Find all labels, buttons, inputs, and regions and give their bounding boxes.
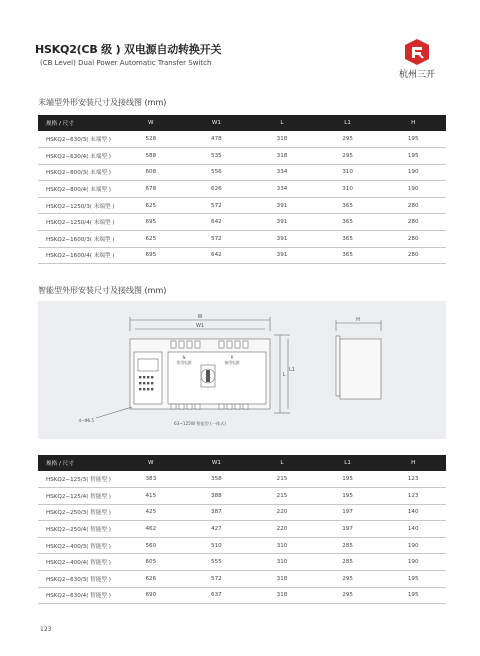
table-cell: 190: [380, 181, 446, 198]
table-cell: 295: [315, 148, 381, 165]
table-cell: 310: [249, 554, 315, 571]
page-title: HSKQ2(CB 级 ) 双电源自动转换开关: [35, 43, 222, 56]
table-cell: 190: [380, 537, 446, 554]
table-cell: HSKQ2−630/4( 智能型 ): [38, 587, 118, 604]
table-cell: 391: [249, 197, 315, 214]
logo-icon: [404, 38, 430, 66]
table-cell: 608: [118, 164, 184, 181]
column-header: W1: [184, 455, 250, 471]
table-cell: 365: [315, 247, 381, 264]
table-row: [38, 231, 446, 248]
table-row: [38, 181, 446, 198]
column-header: L1: [315, 455, 381, 471]
table-cell: 197: [315, 521, 381, 538]
table-cell: 285: [315, 537, 381, 554]
table-cell: 365: [315, 214, 381, 231]
column-header: W: [118, 455, 184, 471]
table-cell: 295: [315, 131, 381, 148]
dim-w1-label: W1: [195, 323, 205, 329]
table-cell: HSKQ2−125/3( 智能型 ): [38, 471, 118, 488]
table-cell: 334: [249, 164, 315, 181]
table-row: [38, 148, 446, 165]
table-row: [38, 488, 446, 505]
table-cell: 625: [118, 197, 184, 214]
table-cell: 572: [184, 197, 250, 214]
column-header: L: [249, 455, 315, 471]
table-cell: 391: [249, 231, 315, 248]
dimension-drawing: [38, 301, 446, 439]
table-cell: 560: [118, 537, 184, 554]
table-cell: HSKQ2−400/4( 智能型 ): [38, 554, 118, 571]
table-cell: 415: [118, 488, 184, 505]
table-cell: HSKQ2−125/4( 智能型 ): [38, 488, 118, 505]
table-cell: 220: [249, 521, 315, 538]
dim-h-label: H: [356, 317, 360, 323]
table-cell: HSKQ2−630/4( 末端型 ): [38, 148, 118, 165]
table-row: [38, 587, 446, 604]
table-cell: 280: [380, 247, 446, 264]
table-cell: 195: [315, 488, 381, 505]
drawing-caption: 63~125W 智能型 (一体式): [173, 421, 227, 426]
table-cell: 695: [118, 214, 184, 231]
table-cell: HSKQ2−250/3( 智能型 ): [38, 504, 118, 521]
table-cell: 462: [118, 521, 184, 538]
table-cell: 528: [118, 131, 184, 148]
table-cell: 478: [184, 131, 250, 148]
source-r-label: R: [230, 355, 234, 360]
table-cell: 215: [249, 471, 315, 488]
table-cell: 318: [249, 148, 315, 165]
table-cell: 123: [380, 488, 446, 505]
spec-table-intelligent: [38, 455, 446, 604]
source-n-text: 常用电源: [176, 360, 192, 365]
table-cell: 295: [315, 587, 381, 604]
dim-l-label: L: [282, 372, 286, 378]
table-cell: 140: [380, 521, 446, 538]
table-cell: 626: [118, 571, 184, 588]
table-cell: HSKQ2−800/3( 末端型 ): [38, 164, 118, 181]
table-cell: 310: [315, 181, 381, 198]
table-cell: HSKQ2−630/3( 末端型 ): [38, 131, 118, 148]
source-r-text: 备用电源: [224, 360, 240, 365]
table-cell: HSKQ2−1600/3( 末端型 ): [38, 231, 118, 248]
table-cell: 318: [249, 131, 315, 148]
table-row: [38, 247, 446, 264]
table-cell: 556: [184, 164, 250, 181]
table-cell: 195: [380, 131, 446, 148]
table-cell: 391: [249, 247, 315, 264]
table-cell: 195: [380, 587, 446, 604]
table-body: [38, 471, 446, 604]
table-cell: 387: [184, 504, 250, 521]
table-cell: 190: [380, 554, 446, 571]
table-cell: 280: [380, 197, 446, 214]
table-cell: HSKQ2−1250/3( 末端型 ): [38, 197, 118, 214]
table-cell: HSKQ2−400/3( 智能型 ): [38, 537, 118, 554]
table-cell: 358: [184, 471, 250, 488]
hole-label: 4−Φ6.5: [78, 418, 94, 423]
table-cell: 190: [380, 164, 446, 181]
table-cell: 365: [315, 231, 381, 248]
table-cell: HSKQ2−1250/4( 末端型 ): [38, 214, 118, 231]
table-cell: 195: [315, 471, 381, 488]
section1-title: 末端型外形安装尺寸及接线图 (mm): [38, 98, 167, 107]
dim-w-label: W: [197, 314, 203, 320]
column-header: 规格 / 尺寸: [38, 455, 118, 471]
table-cell: 572: [184, 571, 250, 588]
table-cell: 642: [184, 214, 250, 231]
column-header: 规格 / 尺寸: [38, 115, 118, 131]
table-cell: 140: [380, 504, 446, 521]
table-cell: 280: [380, 214, 446, 231]
table-cell: 391: [249, 214, 315, 231]
table-cell: 642: [184, 247, 250, 264]
table-row: [38, 164, 446, 181]
column-header: L: [249, 115, 315, 131]
table-cell: 588: [118, 148, 184, 165]
column-header: H: [380, 115, 446, 131]
page-subtitle: (CB Level) Dual Power Automatic Transfer Switch: [40, 59, 212, 67]
table-cell: 388: [184, 488, 250, 505]
table-cell: 625: [118, 231, 184, 248]
table-row: [38, 554, 446, 571]
table-cell: 123: [380, 471, 446, 488]
table-cell: 555: [184, 554, 250, 571]
source-n-label: N: [182, 355, 186, 360]
table-header-row: [38, 115, 446, 131]
table-cell: 678: [118, 181, 184, 198]
column-header: W: [118, 115, 184, 131]
table-row: [38, 504, 446, 521]
table-cell: 195: [380, 148, 446, 165]
table-row: [38, 571, 446, 588]
table-row: [38, 521, 446, 538]
table-cell: 626: [184, 181, 250, 198]
table-row: [38, 471, 446, 488]
section2-title: 智能型外形安装尺寸及接线图 (mm): [38, 286, 167, 295]
table-row: [38, 131, 446, 148]
table-cell: 427: [184, 521, 250, 538]
table-cell: 535: [184, 148, 250, 165]
table-cell: 510: [184, 537, 250, 554]
table-cell: 215: [249, 488, 315, 505]
table-cell: 220: [249, 504, 315, 521]
table-cell: HSKQ2−250/4( 智能型 ): [38, 521, 118, 538]
table-cell: 572: [184, 231, 250, 248]
brand-logo: [392, 38, 442, 80]
table-cell: 695: [118, 247, 184, 264]
table-body: [38, 131, 446, 264]
dim-l1-label: L1: [289, 367, 295, 373]
table-cell: 365: [315, 197, 381, 214]
table-cell: 318: [249, 587, 315, 604]
table-row: [38, 214, 446, 231]
table-header-row: [38, 455, 446, 471]
column-header: W1: [184, 115, 250, 131]
table-cell: 425: [118, 504, 184, 521]
table-cell: 285: [315, 554, 381, 571]
table-cell: 310: [315, 164, 381, 181]
logo-text: 杭州三开: [398, 70, 435, 80]
table-cell: 197: [315, 504, 381, 521]
table-cell: 605: [118, 554, 184, 571]
drawing-svg: [38, 301, 446, 439]
table-cell: 334: [249, 181, 315, 198]
spec-table-terminal: [38, 115, 446, 264]
table-cell: HSKQ2−1600/4( 末端型 ): [38, 247, 118, 264]
column-header: H: [380, 455, 446, 471]
table-cell: 318: [249, 571, 315, 588]
table-cell: HSKQ2−630/3( 智能型 ): [38, 571, 118, 588]
table-cell: 295: [315, 571, 381, 588]
table-cell: 195: [380, 571, 446, 588]
table-cell: HSKQ2−800/4( 末端型 ): [38, 181, 118, 198]
table-cell: 280: [380, 231, 446, 248]
table-cell: 383: [118, 471, 184, 488]
table-cell: 637: [184, 587, 250, 604]
column-header: L1: [315, 115, 381, 131]
table-cell: 310: [249, 537, 315, 554]
table-row: [38, 197, 446, 214]
page-number: 123: [40, 626, 52, 633]
table-row: [38, 537, 446, 554]
table-cell: 690: [118, 587, 184, 604]
